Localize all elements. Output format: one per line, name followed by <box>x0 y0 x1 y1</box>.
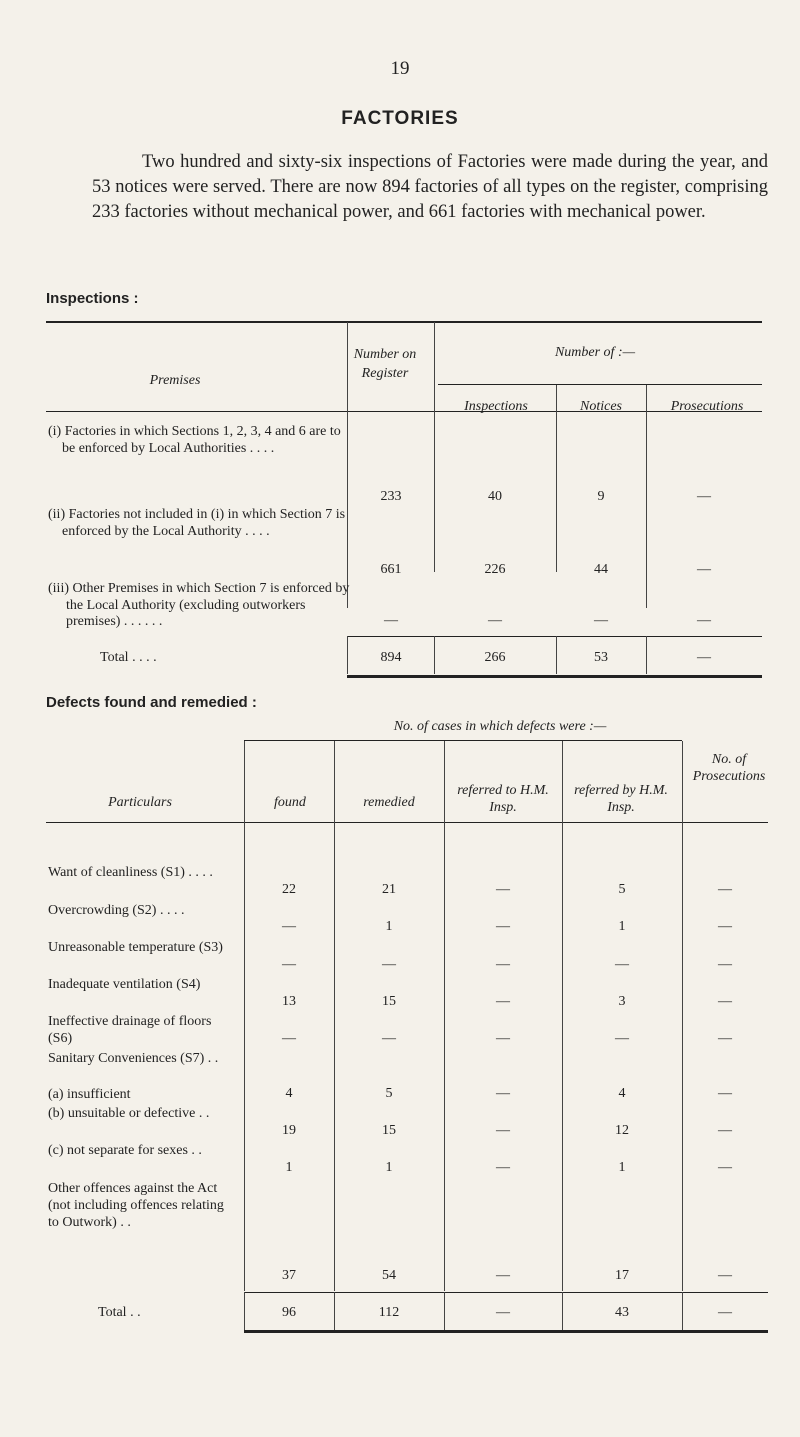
number-of-header: Number of :— <box>554 345 636 360</box>
particulars-row: Want of cleanliness (S1) . . . . <box>48 865 213 880</box>
particulars-row: Ineffective drainage of floors (S6) <box>48 1014 212 1046</box>
number-on-register-header: Number on Register <box>353 347 417 381</box>
found-header: found <box>274 795 306 810</box>
referred-by-value: 5 <box>618 882 626 897</box>
register-value: — <box>384 613 398 628</box>
total-register: 894 <box>380 650 402 665</box>
prosecutions-value: — <box>718 1031 732 1046</box>
col-divider <box>244 1163 245 1291</box>
referred-to-header: referred to H.M. Insp. <box>457 783 549 815</box>
referred-to-value: — <box>496 957 510 972</box>
no-of-cases-header: No. of cases in which defects were :— <box>393 719 607 734</box>
referred-by-value: 3 <box>618 994 626 1009</box>
notices-value: — <box>594 613 608 628</box>
found-value: 19 <box>282 1123 296 1138</box>
col-divider <box>334 1163 335 1291</box>
particulars-row: Sanitary Conveniences (S7) . . <box>48 1051 219 1066</box>
total-found: 96 <box>282 1305 296 1320</box>
particulars-row: Inadequate ventilation (S4) <box>48 977 201 992</box>
remedied-value: 5 <box>385 1086 393 1101</box>
page-number: 19 <box>390 58 410 79</box>
prosecutions-header: No. of Prosecutions <box>692 752 766 784</box>
referred-by-value: — <box>615 957 629 972</box>
col-divider <box>562 1163 563 1291</box>
particulars-row: (c) not separate for sexes . . <box>48 1143 202 1158</box>
prosecutions-value: — <box>718 919 732 934</box>
prosecutions-value: — <box>718 1268 732 1283</box>
subheader-rule <box>438 384 762 385</box>
remedied-value: 21 <box>382 882 396 897</box>
total-bottom-rule <box>347 675 762 678</box>
found-value: — <box>282 1031 296 1046</box>
particulars-row: Other offences against the Act (not including offences relating to Outwork) . . <box>48 1181 224 1230</box>
found-value: — <box>282 957 296 972</box>
total-label: Total . . <box>98 1305 141 1320</box>
referred-to-value: — <box>496 1160 510 1175</box>
total-bottom-rule <box>244 1330 768 1333</box>
col-divider <box>444 1163 445 1291</box>
total-top-rule <box>244 1292 768 1293</box>
premises-row-1: (i) Factories in which Sections 1, 2, 3, 4 and 6 are to be enforced by Local Authorities . . . . <box>48 424 341 456</box>
referred-to-value: — <box>496 1268 510 1283</box>
remedied-value: 54 <box>382 1268 396 1283</box>
remedied-value: — <box>382 957 396 972</box>
register-value: 661 <box>380 562 402 577</box>
referred-to-value: — <box>496 1031 510 1046</box>
premises-row-2: (ii) Factories not included in (i) in which Section 7 is enforced by the Local Authority . . . . <box>48 507 346 539</box>
total-remedied: 112 <box>378 1305 400 1320</box>
referred-by-value: — <box>615 1031 629 1046</box>
premises-header: Premises <box>149 373 201 388</box>
page-title: FACTORIES <box>341 108 459 129</box>
referred-to-value: — <box>496 994 510 1009</box>
referred-to-value: — <box>496 919 510 934</box>
referred-to-value: — <box>496 1086 510 1101</box>
defects-label: Defects found and remedied : <box>46 694 257 711</box>
found-value: 37 <box>282 1268 296 1283</box>
referred-to-value: — <box>496 882 510 897</box>
particulars-row: Overcrowding (S2) . . . . <box>48 903 185 918</box>
prosecutions-value: — <box>697 489 711 504</box>
col-divider <box>434 322 435 572</box>
inspections-value: 226 <box>484 562 506 577</box>
prosecutions-value: — <box>718 1086 732 1101</box>
referred-by-value: 1 <box>618 1160 626 1175</box>
total-referred-by: 43 <box>615 1305 629 1320</box>
prosecutions-value: — <box>718 957 732 972</box>
prosecutions-header: Prosecutions <box>670 399 744 414</box>
header-bottom-rule <box>46 822 768 823</box>
remedied-header: remedied <box>363 795 415 810</box>
prosecutions-value: — <box>718 1123 732 1138</box>
prosecutions-value: — <box>697 613 711 628</box>
col-divider <box>682 1163 683 1291</box>
particulars-row: (b) unsuitable or defective . . <box>48 1106 210 1121</box>
total-prosecutions: — <box>718 1305 732 1320</box>
prosecutions-value: — <box>718 994 732 1009</box>
inspections-value: 40 <box>488 489 502 504</box>
remedied-value: 15 <box>382 1123 396 1138</box>
total-notices: 53 <box>594 650 608 665</box>
referred-by-value: 1 <box>618 919 626 934</box>
inspections-value: — <box>488 613 502 628</box>
referred-by-value: 4 <box>618 1086 626 1101</box>
referred-by-value: 17 <box>615 1268 629 1283</box>
header-bottom-rule <box>46 411 762 412</box>
intro-paragraph: Two hundred and sixty-six inspections of Factories were made during the year, and 53 notices were served. There are now 894 factories of all types on the register, comprising 233 factories without mechanical power, and 661 factories with mechanical power. <box>92 152 768 222</box>
notices-header: Notices <box>580 399 622 414</box>
remedied-value: 1 <box>385 919 393 934</box>
particulars-header: Particulars <box>108 795 172 810</box>
total-label: Total . . . . <box>100 650 157 665</box>
particulars-row: Unreasonable temperature (S3) <box>48 940 223 955</box>
register-value: 233 <box>380 489 402 504</box>
prosecutions-value: — <box>718 1160 732 1175</box>
found-value: 1 <box>285 1160 293 1175</box>
remedied-value: — <box>382 1031 396 1046</box>
premises-row-3: (iii) Other Premises in which Section 7 is enforced by the Local Authority (excluding outworkers premises) . . . . . . <box>48 581 350 629</box>
col-divider <box>556 385 557 572</box>
prosecutions-value: — <box>718 882 732 897</box>
prosecutions-value: — <box>697 562 711 577</box>
subheader-rule <box>244 740 682 741</box>
notices-value: 44 <box>594 562 608 577</box>
total-referred-to: — <box>496 1305 510 1320</box>
total-top-rule <box>347 636 762 637</box>
inspections-label: Inspections : <box>46 290 139 307</box>
particulars-row: (a) insufficient <box>48 1087 131 1102</box>
found-value: 13 <box>282 994 296 1009</box>
inspections-header: Inspections <box>464 399 528 414</box>
referred-by-header: referred by H.M. Insp. <box>574 783 668 815</box>
remedied-value: 1 <box>385 1160 393 1175</box>
found-value: 4 <box>285 1086 293 1101</box>
referred-to-value: — <box>496 1123 510 1138</box>
found-value: 22 <box>282 882 296 897</box>
found-value: — <box>282 919 296 934</box>
referred-by-value: 12 <box>615 1123 629 1138</box>
total-inspections: 266 <box>484 650 506 665</box>
remedied-value: 15 <box>382 994 396 1009</box>
total-prosecutions: — <box>697 650 711 665</box>
notices-value: 9 <box>597 489 605 504</box>
table-top-rule <box>46 321 762 323</box>
